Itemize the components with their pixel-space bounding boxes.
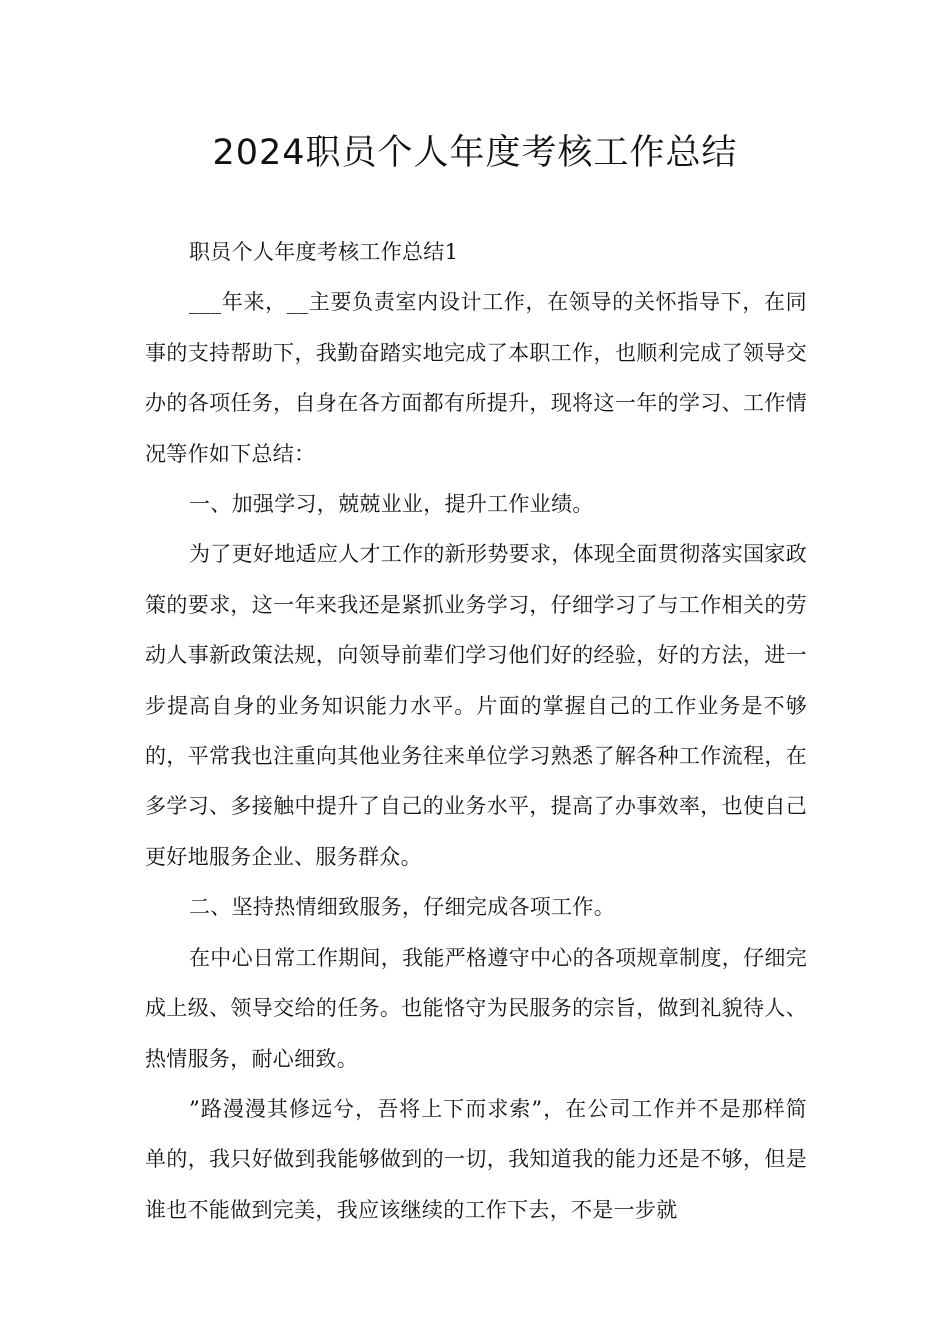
document-title: 2024职员个人年度考核工作总结	[212, 133, 738, 173]
paragraph-study: 为了更好地适应人才工作的新形势要求，体现全面贯彻落实国家政策的要求，这一年来我还是紧抓业务学习，仔细学习了与工作相关的劳动人事新政策法规，向领导前辈们学习他们好的经验，好的方法，进一步提高自身的业务知识能力水平。片面的掌握自己的工作业务是不够的，平常我也注重向其他业务往来单位学习熟悉了解各种工作流程，在多学习、多接触中提升了自己的业务水平，提高了办事效率，也使自己更好地服务企业、服务群众。	[145, 542, 807, 869]
paragraph-closing: ”路漫漫其修远兮，吾将上下而求索”，在公司工作并不是那样简单的，我只好做到我能够做到的一切，我知道我的能力还是不够，但是谁也不能做到完美，我应该继续的工作下去，不是一步就	[145, 1096, 807, 1222]
paragraph-service: 在中心日常工作期间，我能严格遵守中心的各项规章制度，仔细完成上级、领导交给的任务。也能恪守为民服务的宗旨，做到礼貌待人、热情服务，耐心细致。	[145, 945, 807, 1071]
section-heading-service: 二、坚持热情细致服务，仔细完成各项工作。	[189, 895, 615, 920]
section-heading-1: 职员个人年度考核工作总结1	[189, 240, 459, 264]
paragraph-intro: ___年来，__主要负责室内设计工作，在领导的关怀指导下，在同事的支持帮助下，我勤奋踏实地完成了本职工作，也顺利完成了领导交办的各项任务，自身在各方面都有所提升，现将这一年的学习、工作情况等作如下总结：	[145, 290, 807, 466]
section-heading-study: 一、加强学习，兢兢业业，提升工作业绩。	[189, 492, 594, 517]
document-body	[145, 227, 807, 1235]
